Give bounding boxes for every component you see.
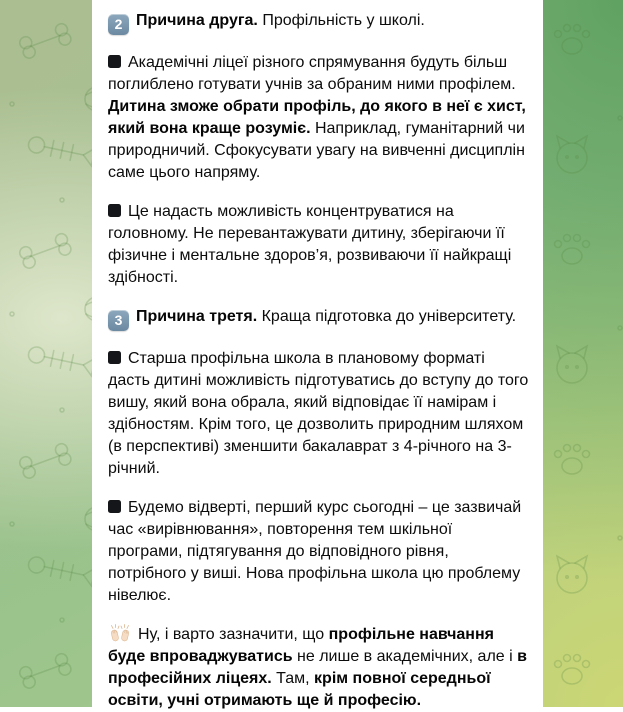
message-paragraph [108,306,531,331]
text-run: Старша профільна школа в плановому форматі дасть дитині можливість підготуватись до вступу до того вишу, який вона обрала, який відповідає її намірам і здібностям. Крім того, це дозволить природним шляхом (в перспективі) зменшити бакалаврат з 4-річного на 3-річний. [108,350,529,477]
message-bubble[interactable] [92,0,543,707]
text-run: Будемо відверті, перший курс сьогодні – це зазвичай час «вирівнювання», повторення тем шкільної програми, підтягування до відповідного рівня, потрібного у виші. Нова профільна школа цю проблему нівелює. [108,499,522,604]
black-square-bullet-icon [108,351,121,364]
text-run: Академічні ліцеї різного спрямування будуть більш поглиблено готувати учнів за обраним ними профілем. [108,54,516,93]
text-run: Профільність у школі. [257,12,425,29]
message-paragraph [108,52,531,184]
text-run: Там, [271,670,315,687]
bold-text-run: в професійних ліцеях. [108,648,527,687]
text-run: Краща підготовка до університету. [257,308,517,325]
text-run: Ну, і варто зазначити, що [138,626,329,643]
message-paragraph [108,10,531,35]
black-square-bullet-icon [108,500,121,513]
bold-text-run: Дитина зможе обрати профіль, до якого в неї є хист, який вона краще розуміє. [108,98,526,137]
bold-text-run: крім повної середньої освіти, учні отримають ще й професію. [108,670,491,709]
message-paragraph [108,497,531,607]
bold-text-run: Причина третя. [136,308,258,325]
keycap-digit-icon: 3 [108,310,129,331]
message-text [92,0,543,712]
message-paragraph [108,624,531,712]
black-square-bullet-icon [108,204,121,217]
black-square-bullet-icon [108,55,121,68]
bold-text-run: Причина друга. [136,12,258,29]
keycap-digit-icon: 2 [108,14,129,35]
text-run: не лише в академічних, але і [292,648,518,665]
message-paragraph [108,348,531,480]
bold-text-run: профільне навчання буде впроваджуватись [108,626,494,665]
text-run: Наприклад, гуманітарний чи природничий. Сфокусувати увагу на вивченні дисциплін саме цього напряму. [108,120,525,181]
message-paragraph [108,201,531,289]
raised-hands-icon [108,624,132,642]
text-run: Це надасть можливість концентруватися на головному. Не перевантажувати дитину, зберігаючи її фізичне і ментальне здоров’я, розвиваючи її найкращі здібності. [108,203,512,286]
